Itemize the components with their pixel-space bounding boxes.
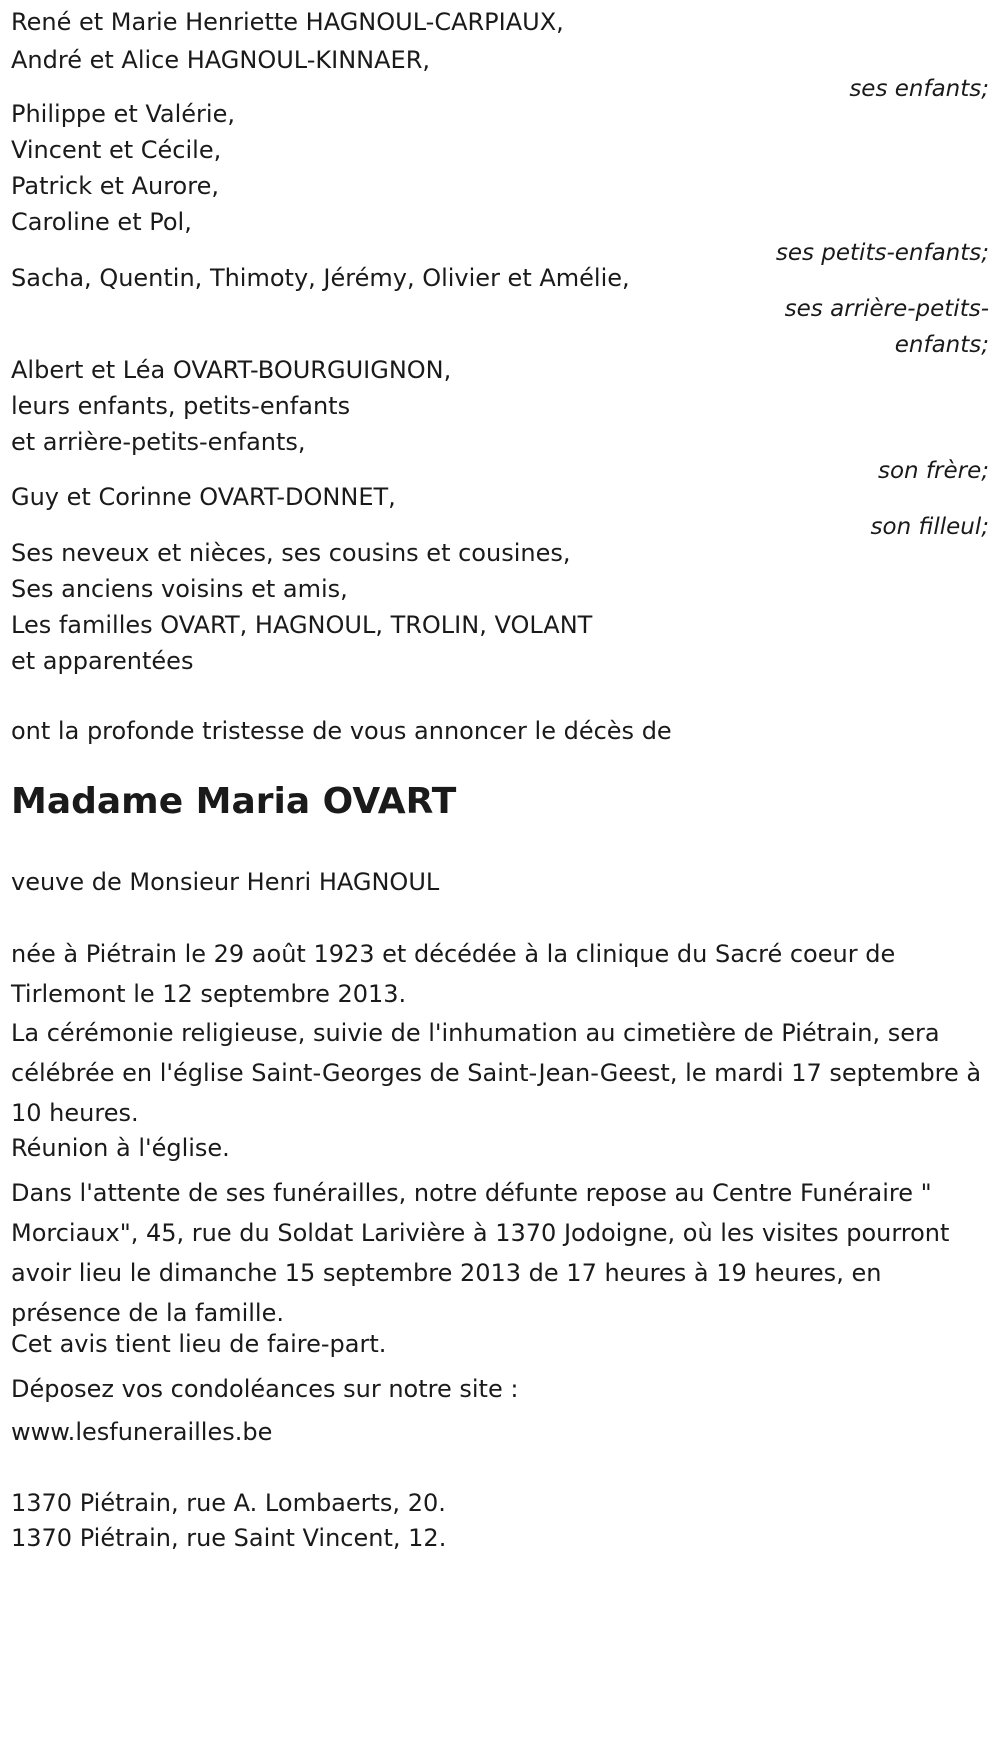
ceremony-paragraph: La cérémonie religieuse, suivie de l'inhumation au cimetière de Piétrain, sera célébrée en l'église Saint-Georges de Saint-Jean-Geest, le mardi 17 septembre à 10 heures. — [11, 1019, 982, 1127]
family-line: Albert et Léa OVART-BOURGUIGNON, — [11, 356, 452, 384]
relationship-label: ses enfants; — [849, 76, 989, 102]
family-line: Les familles OVART, HAGNOUL, TROLIN, VOLANT — [11, 611, 593, 639]
address-line: 1370 Piétrain, rue A. Lombaerts, 20. — [11, 1489, 446, 1517]
birth-death-paragraph: née à Piétrain le 29 août 1923 et décédée à la clinique du Sacré coeur de Tirlemont le 12 septembre 2013. — [11, 940, 896, 1008]
widow-of-text: veuve de Monsieur Henri HAGNOUL — [11, 868, 440, 896]
family-line: Patrick et Aurore, — [11, 172, 219, 200]
announcement-text: ont la profonde tristesse de vous annoncer le décès de — [11, 717, 672, 745]
condolences-paragraph: Déposez vos condoléances sur notre site : — [11, 1375, 519, 1403]
family-line: Vincent et Cécile, — [11, 136, 222, 164]
family-line: leurs enfants, petits-enfants — [11, 392, 351, 420]
notice-paragraph: Cet avis tient lieu de faire-part. — [11, 1330, 387, 1358]
family-line: et apparentées — [11, 647, 194, 675]
family-line: Philippe et Valérie, — [11, 100, 235, 128]
relationship-label: ses arrière-petits- — [784, 296, 989, 322]
relationship-label: ses petits-enfants; — [775, 240, 989, 266]
deceased-name: Madame Maria OVART — [11, 781, 457, 822]
family-line: André et Alice HAGNOUL-KINNAER, — [11, 46, 431, 74]
address-line: 1370 Piétrain, rue Saint Vincent, 12. — [11, 1524, 447, 1552]
family-line: Ses anciens voisins et amis, — [11, 575, 348, 603]
family-line: René et Marie Henriette HAGNOUL-CARPIAUX, — [11, 8, 564, 36]
relationship-label: enfants; — [894, 332, 989, 358]
family-line: et arrière-petits-enfants, — [11, 428, 306, 456]
family-line: Sacha, Quentin, Thimoty, Jérémy, Olivier et Amélie, — [11, 264, 630, 292]
website-link[interactable]: www.lesfunerailles.be — [11, 1418, 273, 1446]
meeting-paragraph: Réunion à l'église. — [11, 1134, 230, 1162]
relationship-label: son filleul; — [870, 514, 989, 540]
family-line: Caroline et Pol, — [11, 208, 192, 236]
visitation-paragraph: Dans l'attente de ses funérailles, notre défunte repose au Centre Funéraire " Morciaux", 45, rue du Soldat Larivière à 1370 Jodoigne, où les visites pourront avoir lieu le dimanche 15 septembre 2013 de 17 heures à 19 heures, en présence de la famille. — [11, 1179, 950, 1327]
relationship-label: son frère; — [877, 458, 989, 484]
family-line: Guy et Corinne OVART-DONNET, — [11, 483, 396, 511]
family-line: Ses neveux et nièces, ses cousins et cousines, — [11, 539, 571, 567]
